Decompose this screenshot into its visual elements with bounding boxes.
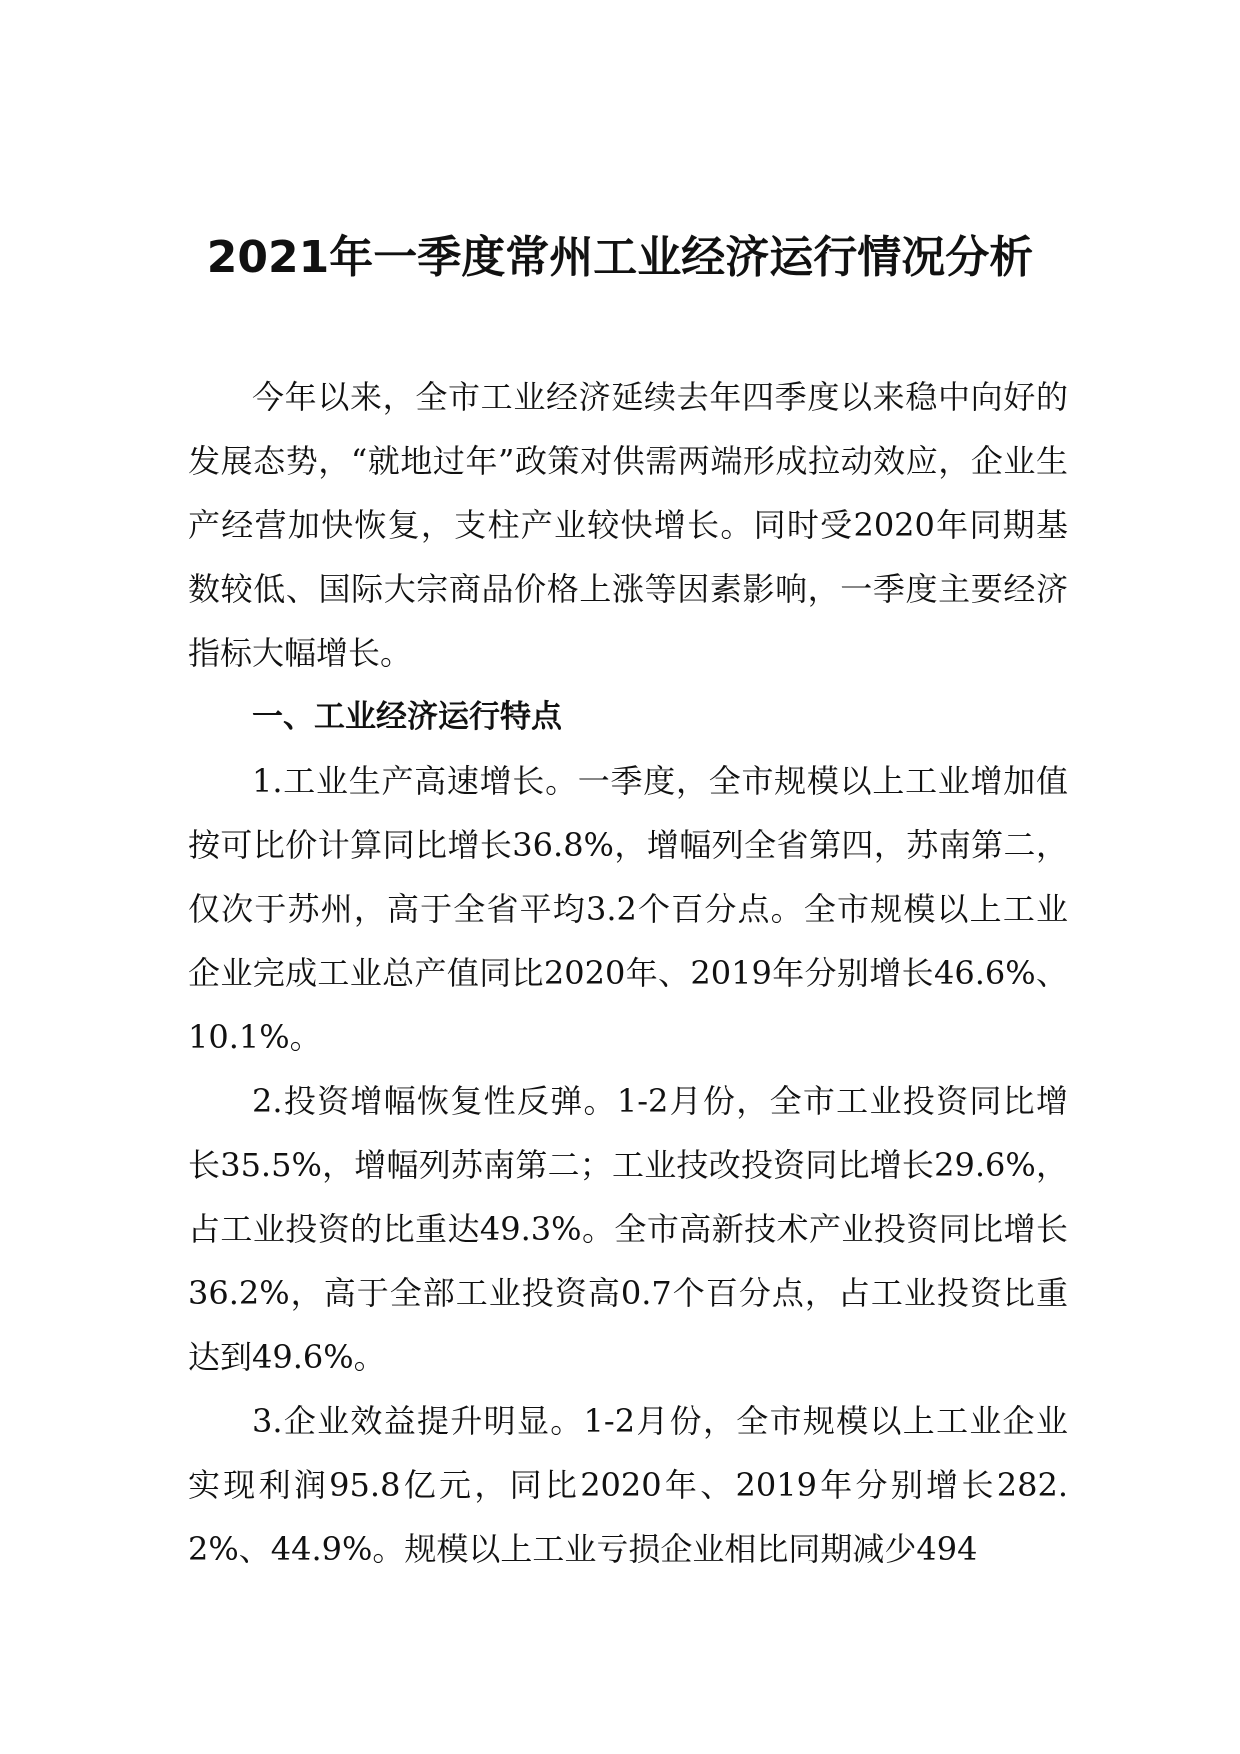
section-heading-1: 一、工业经济运行特点 xyxy=(252,699,562,735)
document-body xyxy=(188,365,1068,1581)
intro-paragraph: 今年以来，全市工业经济延续去年四季度以来稳中向好的发展态势，“就地过年”政策对供需两端形成拉动效应，企业生产经营加快恢复，支柱产业较快增长。同时受2020年同期基数较低、国际大宗商品价格上涨等因素影响，一季度主要经济指标大幅增长。 xyxy=(188,378,1068,672)
point-2-paragraph: 2.投资增幅恢复性反弹。1-2月份，全市工业投资同比增长35.5%，增幅列苏南第二；工业技改投资同比增长29.6%，占工业投资的比重达49.3%。全市高新技术产业投资同比增长36.2%，高于全部工业投资高0.7个百分点，占工业投资比重达到49.6%。 xyxy=(188,1082,1068,1376)
point-1-paragraph: 1.工业生产高速增长。一季度，全市规模以上工业增加值按可比价计算同比增长36.8%，增幅列全省第四，苏南第二，仅次于苏州，高于全省平均3.2个百分点。全市规模以上工业企业完成工业总产值同比2020年、2019年分别增长46.6%、10.1%。 xyxy=(188,762,1068,1056)
point-3-paragraph: 3.企业效益提升明显。1-2月份，全市规模以上工业企业实现利润95.8亿元，同比2020年、2019年分别增长282.2%、44.9%。规模以上工业亏损企业相比同期减少494 xyxy=(188,1402,1068,1568)
document-title: 2021年一季度常州工业经济运行情况分析 xyxy=(206,232,1034,283)
